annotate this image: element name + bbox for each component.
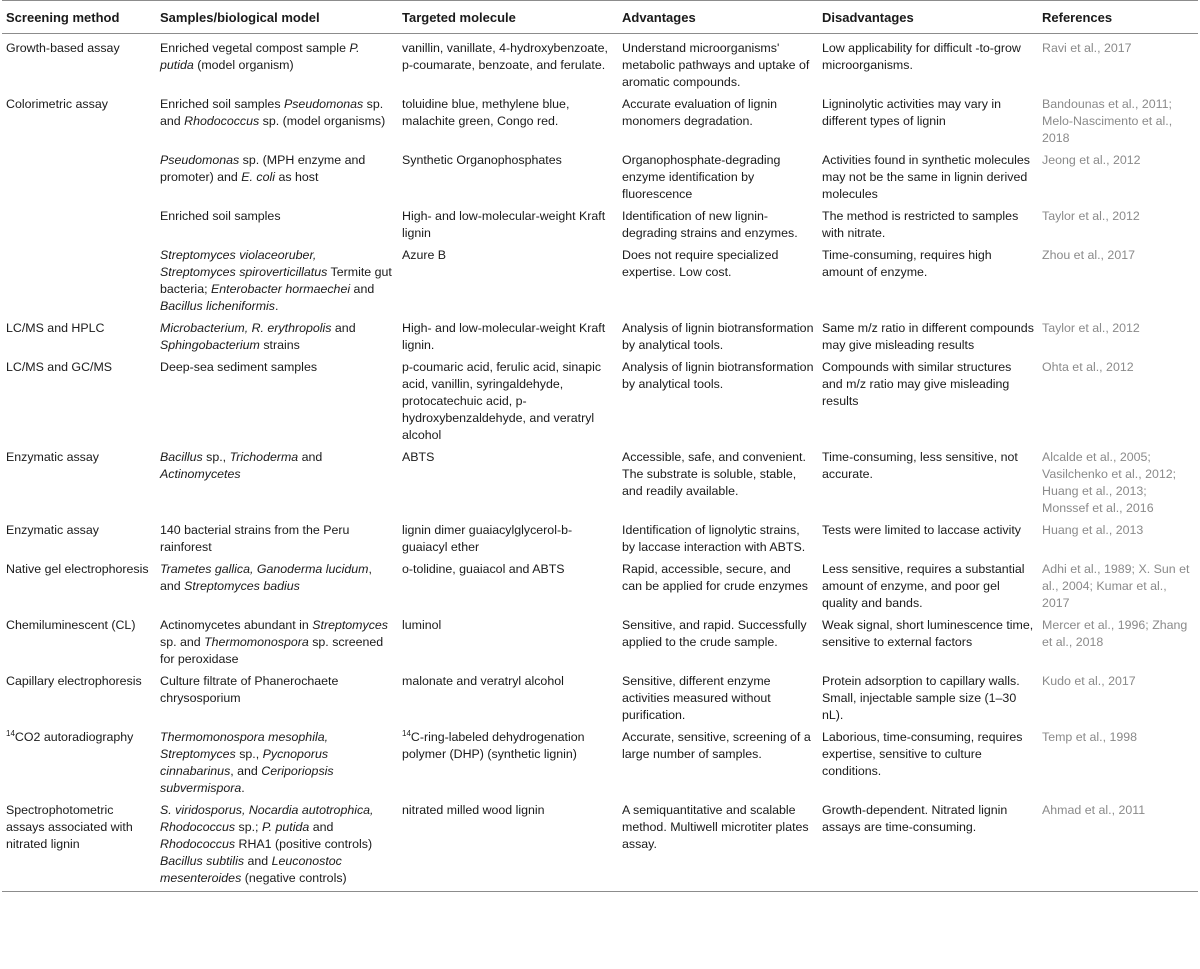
cell-references: Zhou et al., 2017 — [1042, 248, 1135, 262]
sample-text-segment: Microbacterium, R. erythropolis — [160, 321, 332, 335]
cell-references: Mercer et al., 1996; Zhang et al., 2018 — [1042, 618, 1188, 649]
molecule-text: Synthetic Organophosphates — [402, 153, 562, 167]
cell-advantages: Sensitive, different enzyme activities measured without purification. — [622, 674, 771, 722]
table-row — [2, 615, 1198, 671]
cell-disadvantages: Time-consuming, requires high amount of enzyme. — [822, 248, 992, 279]
molecule-text: Azure B — [402, 248, 447, 262]
method-text: Growth-based assay — [6, 41, 120, 55]
molecule-text: High- and low-molecular-weight Kraft lignin. — [402, 321, 606, 352]
method-text: Enzymatic assay — [6, 523, 99, 537]
cell-screening-method — [2, 206, 156, 245]
sample-text-segment: Termite gut bacteria; — [160, 265, 392, 296]
cell-references: Jeong et al., 2012 — [1042, 153, 1141, 167]
cell-targeted-molecule — [398, 150, 618, 206]
molecule-text: High- and low-molecular-weight Kraft lignin — [402, 209, 606, 240]
sample-text-segment: strains — [259, 338, 300, 352]
sample-text-segment: Enriched vegetal compost sample — [160, 41, 350, 55]
cell-disadvantages: Ligninolytic activities may vary in different types of lignin — [822, 97, 1002, 128]
header-samples: Samples/biological model — [156, 1, 398, 34]
cell-samples — [156, 357, 398, 447]
table-row — [2, 318, 1198, 357]
cell-samples — [156, 245, 398, 318]
cell-screening-method — [2, 447, 156, 520]
cell-samples — [156, 34, 398, 95]
cell-samples — [156, 447, 398, 520]
cell-screening-method — [2, 615, 156, 671]
cell-disadvantages: Laborious, time-consuming, requires expertise, sensitive to culture conditions. — [822, 730, 1023, 778]
method-text: Native gel electrophoresis — [6, 562, 149, 576]
sample-text-segment: Trametes gallica, Ganoderma lucidum — [160, 562, 369, 576]
sample-text-segment: . — [275, 299, 279, 313]
header-disadvantages: Disadvantages — [818, 1, 1038, 34]
cell-samples — [156, 150, 398, 206]
cell-targeted-molecule — [398, 615, 618, 671]
cell-samples — [156, 94, 398, 150]
cell-advantages: Understand microorganisms' metabolic pathways and uptake of aromatic compounds. — [622, 41, 810, 89]
cell-references: Temp et al., 1998 — [1042, 730, 1138, 744]
header-row — [2, 1, 1198, 34]
cell-samples — [156, 520, 398, 559]
table-row — [2, 520, 1198, 559]
molecule-text: ABTS — [402, 450, 435, 464]
sample-text-segment: Trichoderma — [229, 450, 299, 464]
table-body — [2, 34, 1198, 892]
cell-advantages: Identification of new lignin-degrading strains and enzymes. — [622, 209, 798, 240]
cell-targeted-molecule — [398, 34, 618, 95]
method-text: LC/MS and HPLC — [6, 321, 105, 335]
cell-disadvantages: Same m/z ratio in different compounds may give misleading results — [822, 321, 1034, 352]
sample-text-segment: Actinomycetes — [160, 467, 241, 481]
sample-text-segment: Thermomonospora — [204, 635, 309, 649]
cell-targeted-molecule — [398, 447, 618, 520]
sample-text-segment: Ceriporiopsis subvermispora — [160, 764, 334, 795]
cell-screening-method — [2, 671, 156, 727]
method-text: Capillary electrophoresis — [6, 674, 142, 688]
sample-text-segment: Rhodococcus — [184, 114, 260, 128]
sample-text-segment: Leuconostoc mesenteroides — [160, 854, 342, 885]
cell-samples — [156, 559, 398, 615]
cell-samples — [156, 800, 398, 892]
cell-screening-method — [2, 150, 156, 206]
cell-samples — [156, 671, 398, 727]
table-row — [2, 357, 1198, 447]
sample-text-segment: Streptomyces badius — [184, 579, 300, 593]
table-row — [2, 800, 1198, 892]
cell-disadvantages: Activities found in synthetic molecules may not be the same in lignin derived molecules — [822, 153, 1030, 201]
molecule-text: o-tolidine, guaiacol and ABTS — [402, 562, 565, 576]
cell-advantages: Accurate evaluation of lignin monomers degradation. — [622, 97, 777, 128]
cell-screening-method — [2, 34, 156, 95]
cell-disadvantages: The method is restricted to samples with nitrate. — [822, 209, 1019, 240]
cell-disadvantages: Tests were limited to laccase activity — [822, 523, 1022, 537]
molecule-text: p-coumaric acid, ferulic acid, sinapic acid, vanillin, syringaldehyde, protocatechuic acid, p-hydroxybenzaldehyde, and veratryl alcohol — [402, 360, 602, 442]
sample-text-segment: E. coli — [241, 170, 276, 184]
sample-text-segment: Bacillus — [160, 450, 203, 464]
sample-text-segment: Rhodococcus — [160, 837, 236, 851]
sample-text-segment: Enriched soil samples — [160, 209, 281, 223]
cell-references: Bandounas et al., 2011; Melo-Nascimento et al., 2018 — [1042, 97, 1173, 145]
table-row — [2, 150, 1198, 206]
method-text: Colorimetric assay — [6, 97, 108, 111]
sample-text-segment: 140 bacterial strains from the Peru rainforest — [160, 523, 350, 554]
sample-text-segment: P. putida — [160, 41, 360, 72]
cell-screening-method — [2, 245, 156, 318]
cell-targeted-molecule — [398, 357, 618, 447]
sample-text-segment: and — [298, 450, 323, 464]
sample-text-segment: sp. (MPH enzyme and promoter) and — [160, 153, 366, 184]
method-text: CO2 autoradiography — [14, 730, 134, 744]
sample-text-segment: sp.; — [235, 820, 262, 834]
cell-screening-method — [2, 357, 156, 447]
cell-targeted-molecule — [398, 671, 618, 727]
sample-text-segment: sp., — [235, 747, 263, 761]
sample-text-segment: sp. screened for peroxidase — [160, 635, 384, 666]
method-text: Spectrophotometric assays associated with nitrated lignin — [6, 803, 133, 851]
cell-disadvantages: Time-consuming, less sensitive, not accurate. — [822, 450, 1018, 481]
cell-references: Ahmad et al., 2011 — [1038, 800, 1198, 892]
cell-targeted-molecule — [398, 559, 618, 615]
sample-text-segment: P. putida — [261, 820, 310, 834]
sample-text-segment: Thermomonospora mesophila, Streptomyces — [160, 730, 329, 761]
header-targeted-molecule: Targeted molecule — [398, 1, 618, 34]
sample-text-segment: Enriched soil samples — [160, 97, 284, 111]
cell-references: Adhi et al., 1989; X. Sun et al., 2004; Kumar et al., 2017 — [1042, 562, 1190, 610]
cell-advantages: Rapid, accessible, secure, and can be applied for crude enzymes — [622, 562, 808, 593]
sample-text-segment: Culture filtrate of Phanerochaete chrysosporium — [160, 674, 339, 705]
header-advantages: Advantages — [618, 1, 818, 34]
cell-disadvantages: Protein adsorption to capillary walls. Small, injectable sample size (1–30 nL). — [822, 674, 1020, 722]
sample-text-segment: Bacillus subtilis — [160, 854, 245, 868]
method-superscript: 14 — [6, 728, 15, 738]
sample-text-segment: and — [331, 321, 356, 335]
cell-advantages: Accurate, sensitive, screening of a large number of samples. — [622, 730, 811, 761]
cell-references: Taylor et al., 2012 — [1042, 321, 1140, 335]
cell-targeted-molecule — [398, 94, 618, 150]
cell-disadvantages: Less sensitive, requires a substantial amount of enzyme, and poor gel quality and bands. — [822, 562, 1025, 610]
cell-references: Ravi et al., 2017 — [1042, 41, 1132, 55]
method-text: LC/MS and GC/MS — [6, 360, 113, 374]
sample-text-segment: , and — [160, 562, 372, 593]
sample-text-segment: (model organism) — [193, 58, 294, 72]
sample-text-segment: Pseudomonas — [283, 97, 364, 111]
sample-text-segment: S. viridosporus, Nocardia autotrophica, Rhodococcus — [160, 803, 374, 834]
cell-advantages: Organophosphate-degrading enzyme identification by fluorescence — [622, 153, 781, 201]
sample-text-segment: , and — [230, 764, 262, 778]
sample-text-segment: Streptomyces — [312, 618, 388, 632]
cell-disadvantages: Compounds with similar structures and m/z ratio may give misleading results — [822, 360, 1012, 408]
method-text: Enzymatic assay — [6, 450, 99, 464]
cell-advantages: Sensitive, and rapid. Successfully applied to the crude sample. — [622, 618, 807, 649]
cell-screening-method — [2, 520, 156, 559]
table-row — [2, 447, 1198, 520]
molecule-text: vanillin, vanillate, 4-hydroxybenzoate, p-coumarate, benzoate, and ferulate. — [402, 41, 608, 72]
cell-targeted-molecule — [398, 800, 618, 892]
cell-targeted-molecule — [398, 318, 618, 357]
cell-disadvantages: Low applicability for difficult -to-grow microorganisms. — [822, 41, 1021, 72]
sample-text-segment: as host — [275, 170, 319, 184]
cell-references: Taylor et al., 2012 — [1042, 209, 1140, 223]
sample-text-segment: Pseudomonas — [160, 153, 240, 167]
sample-text-segment: Deep-sea sediment samples — [160, 360, 318, 374]
sample-text-segment: (negative controls) — [241, 871, 347, 885]
sample-text-segment: Actinomycetes abundant in — [160, 618, 313, 632]
cell-screening-method — [2, 94, 156, 150]
cell-advantages: Analysis of lignin biotransformation by analytical tools. — [622, 321, 814, 352]
cell-screening-method — [2, 800, 156, 892]
cell-screening-method — [2, 559, 156, 615]
cell-references: Ohta et al., 2012 — [1042, 360, 1134, 374]
sample-text-segment: sp. and — [160, 635, 205, 649]
sample-text-segment: Bacillus licheniformis — [160, 299, 275, 313]
cell-targeted-molecule — [398, 206, 618, 245]
sample-text-segment: Enterobacter hormaechei — [210, 282, 351, 296]
table-row — [2, 206, 1198, 245]
sample-text-segment: and — [244, 854, 272, 868]
cell-disadvantages: Growth-dependent. Nitrated lignin assays are time-consuming. — [818, 800, 1038, 892]
cell-screening-method — [2, 727, 156, 800]
molecule-text: lignin dimer guaiacylglycerol-b-guaiacyl ether — [402, 523, 573, 554]
sample-text-segment: Streptomyces violaceoruber, Streptomyces spiroverticillatus — [160, 248, 328, 279]
cell-screening-method — [2, 318, 156, 357]
molecule-text: luminol — [402, 618, 442, 632]
sample-text-segment: and — [350, 282, 375, 296]
cell-samples — [156, 615, 398, 671]
cell-advantages: Does not require specialized expertise. Low cost. — [622, 248, 779, 279]
sample-text-segment: RHA1 (positive controls) — [235, 837, 373, 851]
method-text: Chemiluminescent (CL) — [6, 618, 136, 632]
cell-targeted-molecule — [398, 727, 618, 800]
table-row — [2, 34, 1198, 95]
cell-references: Kudo et al., 2017 — [1042, 674, 1136, 688]
cell-disadvantages: Weak signal, short luminescence time, sensitive to external factors — [822, 618, 1034, 649]
cell-samples — [156, 206, 398, 245]
header-screening-method: Screening method — [2, 1, 156, 34]
table-row — [2, 94, 1198, 150]
sample-text-segment: Pycnoporus cinnabarinus — [160, 747, 329, 778]
cell-references: Huang et al., 2013 — [1042, 523, 1144, 537]
cell-samples — [156, 318, 398, 357]
cell-advantages: Analysis of lignin biotransformation by analytical tools. — [622, 360, 814, 391]
molecule-superscript: 14 — [402, 728, 411, 738]
sample-text-segment: sp., — [202, 450, 230, 464]
table-row — [2, 559, 1198, 615]
cell-targeted-molecule — [398, 245, 618, 318]
cell-advantages: A semiquantitative and scalable method. Multiwell microtiter plates assay. — [618, 800, 818, 892]
sample-text-segment: sp. and — [160, 97, 384, 128]
table-row — [2, 671, 1198, 727]
molecule-text: C-ring-labeled dehydrogenation polymer (DHP) (synthetic lignin) — [402, 730, 585, 761]
cell-advantages: Identification of lignolytic strains, by laccase interaction with ABTS. — [622, 523, 806, 554]
header-references: References — [1038, 1, 1198, 34]
table-row — [2, 245, 1198, 318]
cell-targeted-molecule — [398, 520, 618, 559]
molecule-text: toluidine blue, methylene blue, malachite green, Congo red. — [402, 97, 570, 128]
cell-advantages: Accessible, safe, and convenient. The substrate is soluble, stable, and readily available. — [622, 450, 806, 498]
cell-references: Alcalde et al., 2005; Vasilchenko et al., 2012; Huang et al., 2013; Monssef et al., 2016 — [1042, 450, 1177, 515]
screening-methods-table — [2, 0, 1198, 892]
cell-samples — [156, 727, 398, 800]
sample-text-segment: Sphingobacterium — [160, 338, 260, 352]
molecule-text: nitrated milled wood lignin — [402, 803, 545, 817]
sample-text-segment: and — [309, 820, 334, 834]
table-row — [2, 727, 1198, 800]
molecule-text: malonate and veratryl alcohol — [402, 674, 564, 688]
sample-text-segment: . — [241, 781, 245, 795]
sample-text-segment: sp. (model organisms) — [259, 114, 386, 128]
